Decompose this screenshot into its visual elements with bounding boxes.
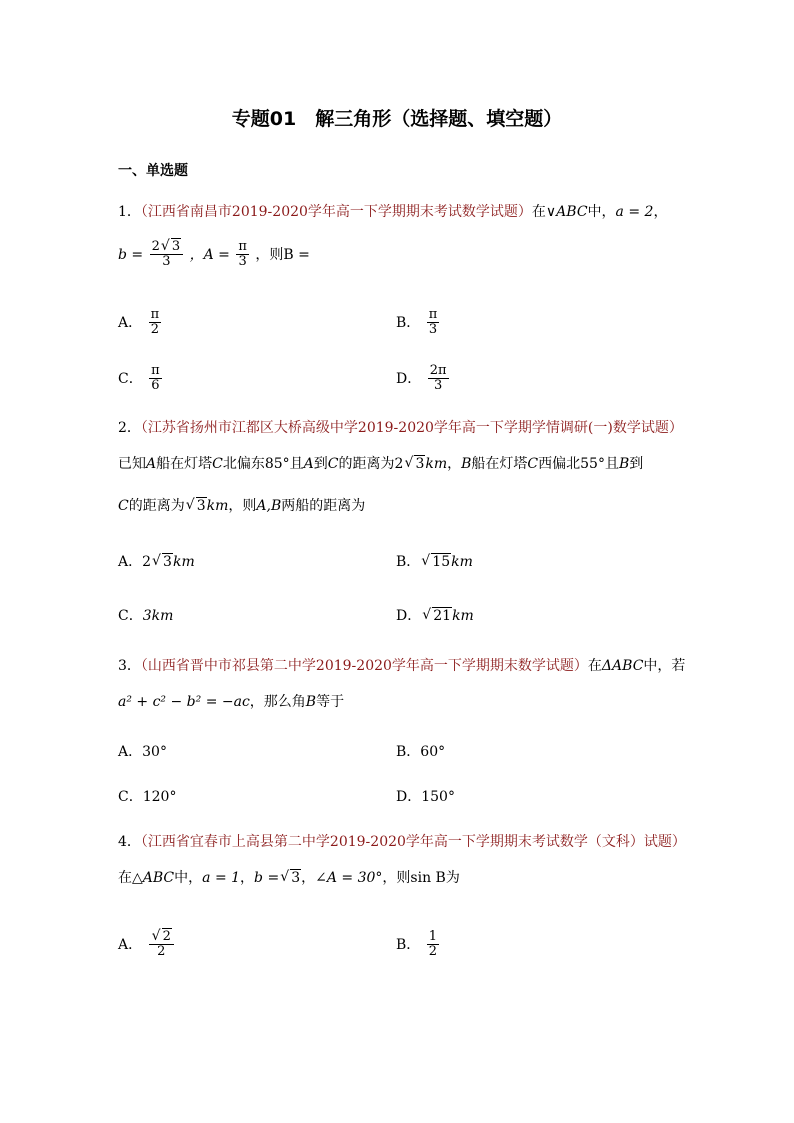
option-a[interactable] [118, 742, 167, 762]
option-c[interactable] [118, 364, 164, 394]
stem-text: ， [447, 456, 462, 472]
stem-text: 在 [118, 870, 132, 886]
option-a[interactable] [118, 930, 176, 960]
option-a[interactable] [118, 308, 163, 338]
var: B [305, 694, 317, 710]
stem-text: 的距离为 [128, 498, 185, 514]
radicand: 3 [291, 870, 301, 886]
stem-text: 的距离为2 [338, 456, 404, 472]
sqrt-symbol [421, 552, 451, 572]
option-text: 150° [421, 789, 455, 805]
stem-text: ，则 [228, 498, 257, 514]
numerator: π [151, 363, 160, 378]
denominator: 3 [433, 378, 443, 394]
condition-a: a = 2 [615, 204, 654, 220]
denominator: 6 [151, 378, 160, 394]
denominator: 3 [428, 322, 438, 338]
option-d[interactable] [396, 364, 451, 394]
equation: a² + c² − b² = −ac [118, 694, 250, 710]
numerator: π [238, 239, 247, 254]
question-source: （江西省南昌市2019-2020学年高一下学期期末考试数学试题） [140, 204, 532, 220]
separator: ， [653, 204, 668, 220]
sqrt-symbol [280, 868, 301, 888]
separator: ， [301, 870, 316, 886]
denominator: 3 [238, 254, 247, 270]
numerator: 1 [428, 929, 438, 944]
stem-text: 到 [313, 456, 328, 472]
question-number: 3． [118, 658, 141, 674]
option-text: 30° [142, 744, 167, 760]
radicand: 3 [171, 239, 181, 254]
numerator: π [428, 307, 438, 322]
coef: 2 [151, 239, 160, 254]
var: C [527, 456, 539, 472]
stem-text: 船在灯塔 [471, 456, 528, 472]
option-label: C． [118, 370, 143, 387]
option-c[interactable] [118, 787, 176, 807]
option-b[interactable] [396, 742, 445, 762]
radicand: 3 [196, 498, 206, 514]
var: A [303, 456, 314, 472]
stem-text: 到 [629, 456, 644, 472]
condition-b-lhs: b = [254, 870, 280, 886]
var: A [146, 456, 157, 472]
option-label: D． [396, 608, 422, 624]
option-text: 60° [420, 744, 446, 760]
option-label: A． [118, 554, 143, 570]
option-label: A． [118, 744, 143, 760]
sqrt-symbol [186, 496, 207, 516]
stem-text: 船在灯塔 [156, 456, 213, 472]
radicand: 21 [433, 608, 452, 624]
stem-text: 两船的距离为 [281, 498, 366, 514]
var: A,B [256, 498, 282, 514]
sqrt-symbol [152, 930, 172, 944]
stem-text: 在 [531, 204, 546, 220]
denominator: 2 [428, 944, 438, 960]
question-3-line-2 [118, 692, 344, 712]
separator: ， [240, 870, 255, 886]
option-d[interactable] [396, 787, 455, 807]
denominator: 2 [157, 944, 166, 960]
question-2-line-3 [118, 496, 365, 516]
option-b[interactable] [396, 308, 441, 338]
stem-text: 西偏北55°且 [538, 456, 619, 472]
stem-text: ，则sin B为 [382, 870, 460, 886]
sqrt-symbol [404, 454, 425, 474]
unit: km [452, 608, 474, 624]
fraction [236, 240, 249, 270]
numerator: π [150, 307, 160, 322]
option-label: B． [396, 314, 421, 331]
question-number: 2． [118, 420, 141, 436]
option-label: A． [118, 314, 143, 331]
question-3-line-1 [118, 656, 685, 676]
stem-text: 中， [174, 870, 203, 886]
numerator: 2π [429, 363, 447, 378]
option-label: D． [396, 370, 422, 387]
section-heading: 一、单选题 [118, 163, 188, 179]
unit: km [206, 498, 229, 514]
ask-text: ，则B = [255, 246, 310, 263]
stem-text: 中， [587, 204, 616, 220]
condition-angle: ∠A = 30° [315, 870, 383, 886]
denominator: 3 [162, 254, 171, 270]
unit: km [451, 554, 473, 570]
question-source: （江西省宜春市上高县第二中学2019-2020学年高一下学期期末考试数学（文科）试题） [140, 834, 686, 850]
option-label: C． [118, 608, 143, 624]
sqrt-symbol [422, 606, 452, 626]
option-b[interactable] [396, 930, 441, 960]
triangle-symbol: ΔABC [601, 658, 644, 674]
option-label: B． [396, 936, 421, 953]
question-2-line-1 [118, 418, 683, 438]
var: C [118, 498, 129, 514]
question-2-line-2 [118, 454, 643, 474]
coef: 2 [142, 554, 152, 570]
condition-A-lhs: ，A = [189, 246, 230, 263]
option-text: 120° [142, 789, 177, 805]
option-label: D． [396, 789, 422, 805]
question-source: （山西省晋中市祁县第二中学2019-2020学年高一下学期期末数学试题） [140, 658, 588, 674]
var: C [212, 456, 223, 472]
question-4-line-1 [118, 832, 686, 852]
var: C [327, 456, 339, 472]
radicand: 2 [162, 929, 171, 944]
condition-b-lhs: b = [118, 246, 144, 263]
triangle-symbol: ∨ABC [545, 204, 588, 220]
option-label: A． [118, 936, 143, 953]
option-label: C． [118, 789, 143, 805]
option-b[interactable] [396, 552, 473, 572]
fraction [150, 240, 184, 270]
question-source: （江苏省扬州市江都区大桥高级中学2019-2020学年高一下学期学情调研(一)数学试题） [140, 420, 683, 436]
stem-text: 在 [587, 658, 602, 674]
sqrt-symbol [152, 552, 173, 572]
question-number: 1． [118, 204, 141, 220]
page-title: 专题01 解三角形（选择题、填空题） [231, 108, 563, 130]
var: B [618, 456, 630, 472]
radicand: 3 [415, 456, 425, 472]
triangle-symbol: △ABC [132, 870, 175, 886]
unit: km [172, 554, 195, 570]
option-label: B． [396, 554, 421, 570]
stem-text: 中，若 [643, 658, 686, 674]
radicand: 3 [163, 554, 172, 570]
stem-text: 北偏东85°且 [222, 456, 304, 472]
option-c[interactable] [118, 606, 173, 626]
stem-text: ，那么角 [249, 694, 306, 710]
question-4-line-2 [118, 868, 460, 888]
unit: km [425, 456, 448, 472]
question-1-line-1 [118, 202, 667, 222]
option-text: 3km [142, 608, 174, 624]
stem-text: 等于 [316, 694, 345, 710]
denominator: 2 [150, 322, 159, 338]
stem-text: 已知 [118, 456, 146, 472]
option-label: B． [396, 744, 421, 760]
radicand: 15 [432, 554, 451, 570]
var: B [461, 456, 472, 472]
question-number: 4． [118, 834, 141, 850]
option-d[interactable] [396, 606, 474, 626]
sqrt-symbol [161, 240, 181, 254]
option-a[interactable] [118, 552, 195, 572]
condition-a: a = 1 [202, 870, 241, 886]
question-1-line-2 [118, 240, 310, 270]
